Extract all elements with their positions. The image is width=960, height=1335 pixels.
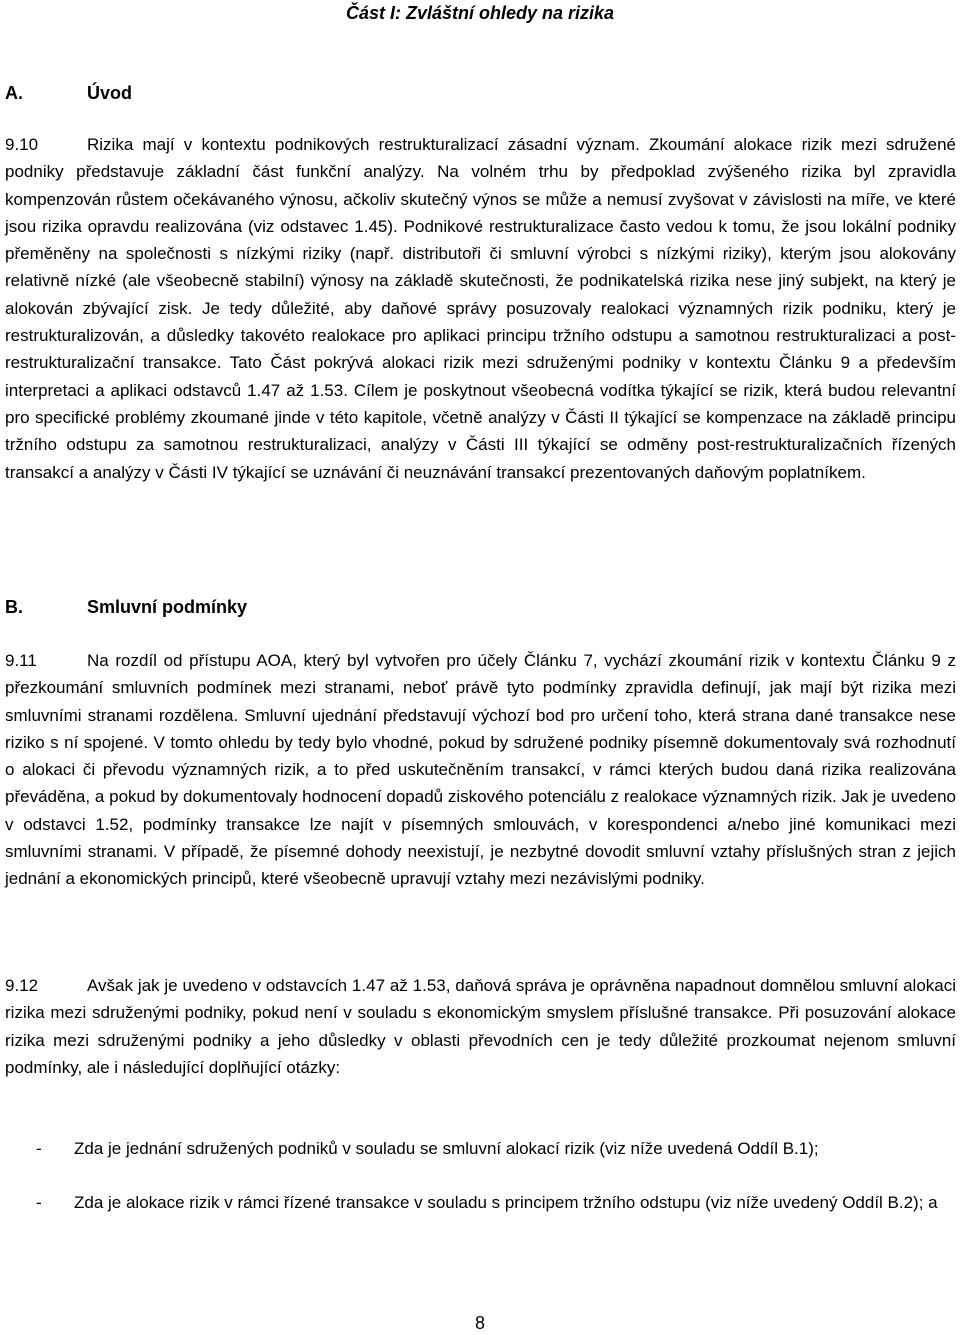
paragraph-number: 9.10 xyxy=(5,135,39,154)
section-title: Úvod xyxy=(87,83,132,103)
paragraph-9-11 xyxy=(5,647,956,893)
section-letter: A. xyxy=(5,83,23,103)
paragraph-number: 9.11 xyxy=(5,651,37,670)
page-number: 8 xyxy=(474,1313,485,1333)
paragraph-number: 9.12 xyxy=(5,976,39,995)
bullet-item xyxy=(38,1188,948,1217)
bullet-dash: - xyxy=(36,1139,42,1158)
page-header: Část I: Zvláštní ohledy na rizika xyxy=(345,3,615,23)
section-heading-a xyxy=(5,80,132,106)
paragraph-text: Na rozdíl od přístupu AOA, který byl vytvořen pro účely Článku 7, vychází zkoumání rizik v kontextu Článku 9 z přezkoumání smluvních podmínek mezi stranami, neboť právě tyto podmínky zpravidla definují, jak mají být rizika mezi smluvními stranami rozdělena. Smluvní ujednání představují výchozí bod pro určení toho, která strana dané transakce nese riziko s ní spojené. V tomto ohledu by tedy bylo vhodné, pokud by sdružené podniky písemně dokumentovaly svá rozhodnutí o alokaci či převodu významných rizik, a to před uskutečněním transakcí, v rámci kterých budou daná rizika realizována převáděna, a pokud by dokumentovaly hodnocení dopadů ziskového potenciálu z realokace významných rizik. Jak je uvedeno v odstavci 1.52, podmínky transakce lze najít v písemných smlouvách, v korespondenci a/nebo jiné komunikaci mezi smluvními stranami. V případě, že písemné dohody neexistují, je nezbytné dovodit smluvní vztahy příslušných stran z jejich jednání a ekonomických principů, které všeobecně upravují vztahy mezi nezávislými podniky. xyxy=(5,651,956,889)
bullet-text: Zda je alokace rizik v rámci řízené transakce v souladu s principem tržního odstupu (viz níže uvedený Oddíl B.2); a xyxy=(74,1193,938,1212)
section-letter: B. xyxy=(5,597,23,617)
section-heading-b xyxy=(5,594,247,620)
bullet-item xyxy=(38,1134,948,1163)
paragraph-text: Avšak jak je uvedeno v odstavcích 1.47 až 1.53, daňová správa je oprávněna napadnout domnělou smluvní alokaci rizika mezi sdruženými podniky, pokud není v souladu s ekonomickým smyslem příslušné transakce. Při posuzování alokace rizika mezi sdruženými podniky a jeho důsledky v oblasti převodních cen je tedy důležité prozkoumat nejenom smluvní podmínky, ale i následující doplňující otázky: xyxy=(5,976,956,1077)
paragraph-9-12 xyxy=(5,972,956,1081)
paragraph-9-10 xyxy=(5,131,956,486)
bullet-dash: - xyxy=(36,1193,42,1212)
bullet-text: Zda je jednání sdružených podniků v souladu se smluvní alokací rizik (viz níže uvedená Oddíl B.1); xyxy=(74,1139,819,1158)
section-title: Smluvní podmínky xyxy=(87,597,248,617)
paragraph-text: Rizika mají v kontextu podnikových restrukturalizací zásadní význam. Zkoumání alokace rizik mezi sdružené podniky představuje základní část funkční analýzy. Na volném trhu by předpoklad zvýšeného rizika byl zpravidla kompenzován růstem očekávaného výnosu, ačkoliv skutečný výnos se může a nemusí zvyšovat v závislosti na míře, ve které jsou rizika opravdu realizována (viz odstavec 1.45). Podnikové restrukturalizace často vedou k tomu, že jsou lokální podniky přeměněny na společnosti s nízkými riziky (např. distributoři či smluvní výrobci s nízkými riziky), kterým jsou alokovány relativně nízké (ale všeobecně stabilní) výnosy na základě skutečnosti, že podnikatelská rizika nese jiný subjekt, na který je alokován zbývající zisk. Je tedy důležité, aby daňové správy posuzovaly realokaci významných rizik podniku, který je restrukturalizován, a důsledky takovéto realokace pro aplikaci principu tržního odstupu a samotnou restrukturalizaci a post-restrukturalizační transakce. Tato Část pokrývá alokaci rizik mezi sdruženými podniky v kontextu Článku 9 a především interpretaci a aplikaci odstavců 1.47 až 1.53. Cílem je poskytnout všeobecná vodítka týkající se rizik, která budou relevantní pro specifické problémy zkoumané jinde v této kapitole, včetně analýzy v Části II týkající se kompenzace na základě principu tržního odstupu za samotnou restrukturalizaci, analýzy v Části III týkající se odměny post-restrukturalizačních řízených transakcí a analýzy v Části IV týkající se uznávání či neuznávání transakcí prezentovaných daňovým poplatníkem. xyxy=(5,135,956,482)
